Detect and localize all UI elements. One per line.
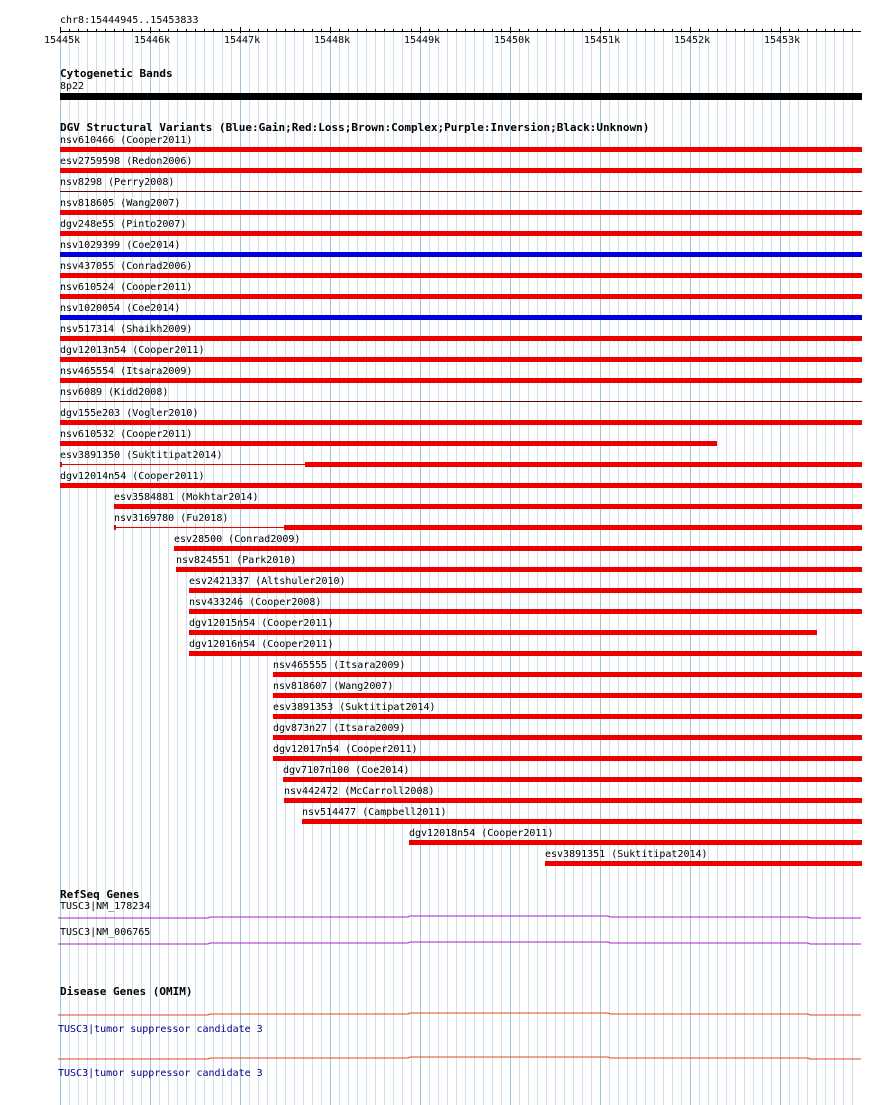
variant-bar[interactable] xyxy=(275,714,862,719)
ruler-tick-label: 15451k xyxy=(584,35,621,46)
variant-bar[interactable] xyxy=(545,861,862,866)
variant-bar[interactable] xyxy=(273,672,862,677)
ruler-tick xyxy=(393,29,394,32)
variant-label[interactable]: esv3891351 (Suktitipat2014) xyxy=(545,849,708,860)
ruler-tick xyxy=(312,29,313,32)
refseq-gene-model[interactable] xyxy=(58,915,862,921)
variant-label[interactable]: esv28500 (Conrad2009) xyxy=(174,534,301,545)
variant-bar[interactable] xyxy=(60,294,862,299)
variant-label[interactable]: nsv442472 (McCarroll2008) xyxy=(284,786,435,797)
variant-bar[interactable] xyxy=(60,401,862,402)
variant-bar-start[interactable] xyxy=(114,525,116,530)
refseq-gene-model[interactable] xyxy=(58,941,862,947)
ruler-tick xyxy=(411,29,412,32)
ruler-axis xyxy=(60,31,861,32)
ruler-tick xyxy=(231,29,232,32)
ruler-tick xyxy=(645,29,646,32)
variant-label[interactable]: nsv818605 (Wang2007) xyxy=(60,198,181,209)
variant-bar[interactable] xyxy=(409,840,862,845)
variant-label[interactable]: nsv3169780 (Fu2018) xyxy=(114,513,229,524)
ruler-tick xyxy=(843,29,844,32)
ruler-tick xyxy=(258,29,259,32)
ruler-tick xyxy=(267,29,268,32)
ruler-tick xyxy=(366,29,367,32)
variant-bar[interactable] xyxy=(273,735,862,740)
ruler-tick xyxy=(852,29,853,32)
ruler-tick xyxy=(600,27,601,33)
variant-label[interactable]: nsv6089 (Kidd2008) xyxy=(60,387,169,398)
ruler-tick xyxy=(276,29,277,32)
variant-bar[interactable] xyxy=(60,231,862,236)
ruler-tick xyxy=(546,29,547,32)
variant-bar[interactable] xyxy=(60,357,862,362)
variant-label[interactable]: nsv610466 (Cooper2011) xyxy=(60,135,193,146)
ruler-tick-label: 15453k xyxy=(764,35,801,46)
variant-label[interactable]: nsv824551 (Park2010) xyxy=(176,555,297,566)
variant-label[interactable]: dgv248e55 (Pinto2007) xyxy=(60,219,187,230)
variant-label[interactable]: dgv12014n54 (Cooper2011) xyxy=(60,471,205,482)
ruler-tick xyxy=(114,29,115,32)
ruler-tick xyxy=(771,29,772,32)
variant-label[interactable]: esv3584881 (Mokhtar2014) xyxy=(114,492,259,503)
cytoband-label: 8p22 xyxy=(60,81,85,92)
ruler-tick xyxy=(627,29,628,32)
variant-bar[interactable] xyxy=(284,525,862,530)
ruler-tick xyxy=(654,29,655,32)
variant-bar[interactable] xyxy=(305,462,862,467)
variant-bar[interactable] xyxy=(176,567,862,572)
ruler-tick xyxy=(222,29,223,32)
variant-label[interactable]: nsv8298 (Perry2008) xyxy=(60,177,175,188)
ruler-tick xyxy=(510,27,511,33)
ruler-tick xyxy=(501,29,502,32)
ruler-tick xyxy=(141,29,142,32)
ruler-tick xyxy=(168,29,169,32)
variant-label[interactable]: esv3891353 (Suktitipat2014) xyxy=(273,702,436,713)
ruler-tick xyxy=(699,29,700,32)
ruler-tick xyxy=(789,29,790,32)
ruler-tick xyxy=(672,29,673,32)
ruler-tick xyxy=(96,29,97,32)
variant-bar[interactable] xyxy=(189,630,817,635)
ruler-tick-label: 15449k xyxy=(404,35,441,46)
ruler-tick xyxy=(339,29,340,32)
ruler-tick xyxy=(123,29,124,32)
ruler-tick xyxy=(528,29,529,32)
ruler-tick-label: 15448k xyxy=(314,35,351,46)
ruler-tick xyxy=(159,29,160,32)
variant-bar-start[interactable] xyxy=(60,462,62,467)
ruler-tick-label: 15445k xyxy=(44,35,81,46)
variant-bar[interactable] xyxy=(60,483,862,488)
refseq-gene-label[interactable]: TUSC3|NM_006765 xyxy=(60,927,151,938)
variant-label[interactable]: nsv465554 (Itsara2009) xyxy=(60,366,193,377)
dgv-track-title: DGV Structural Variants (Blue:Gain;Red:Loss;Brown:Complex;Purple:Inversion;Black:Unknown) xyxy=(60,121,650,134)
ruler-tick xyxy=(483,29,484,32)
ruler-tick xyxy=(78,29,79,32)
ruler-tick xyxy=(474,29,475,32)
ruler-tick xyxy=(429,29,430,32)
ruler-tick xyxy=(609,29,610,32)
variant-bar[interactable] xyxy=(60,210,862,215)
ruler-tick xyxy=(744,29,745,32)
variant-bar[interactable] xyxy=(60,336,862,341)
variant-bar[interactable] xyxy=(60,168,862,173)
ruler-tick xyxy=(330,27,331,33)
ruler-tick xyxy=(573,29,574,32)
variant-bar[interactable] xyxy=(189,588,862,593)
ruler-tick xyxy=(249,29,250,32)
ruler-tick xyxy=(375,29,376,32)
omim-gene-model[interactable] xyxy=(58,1056,862,1062)
ruler-tick xyxy=(762,29,763,32)
variant-bar[interactable] xyxy=(273,756,862,761)
ruler-tick xyxy=(240,27,241,33)
ruler-tick xyxy=(60,27,61,33)
ruler-tick xyxy=(132,29,133,32)
ruler-tick xyxy=(420,27,421,33)
ruler-tick xyxy=(285,29,286,32)
ruler-tick xyxy=(582,29,583,32)
variant-label[interactable]: esv3891350 (Suktitipat2014) xyxy=(60,450,223,461)
omim-gene-label[interactable]: TUSC3|tumor suppressor candidate 3 xyxy=(58,1024,263,1035)
ruler-tick xyxy=(294,29,295,32)
refseq-track-title: RefSeq Genes xyxy=(60,888,140,901)
ruler-tick xyxy=(213,29,214,32)
ruler-tick xyxy=(663,29,664,32)
variant-bar[interactable] xyxy=(60,420,862,425)
ruler-tick xyxy=(384,29,385,32)
ruler-tick-label: 15450k xyxy=(494,35,531,46)
cytoband-track-title: Cytogenetic Bands xyxy=(60,67,173,80)
variant-label[interactable]: dgv7107n100 (Coe2014) xyxy=(283,765,410,776)
variant-bar[interactable] xyxy=(60,273,862,278)
variant-bar[interactable] xyxy=(60,191,862,192)
region-label: chr8:15444945..15453833 xyxy=(60,15,199,26)
ruler-tick-label: 15447k xyxy=(224,35,261,46)
variant-bar-connector[interactable] xyxy=(114,527,284,528)
ruler-tick xyxy=(186,29,187,32)
variant-bar[interactable] xyxy=(60,441,717,446)
ruler-tick xyxy=(357,29,358,32)
variant-label[interactable]: esv2759598 (Redon2006) xyxy=(60,156,193,167)
ruler-tick xyxy=(807,29,808,32)
ruler-tick xyxy=(69,29,70,32)
ruler-tick xyxy=(150,27,151,33)
variant-label[interactable]: nsv818607 (Wang2007) xyxy=(273,681,394,692)
ruler-tick xyxy=(681,29,682,32)
variant-label[interactable]: esv2421337 (Altshuler2010) xyxy=(189,576,346,587)
omim-track-title: Disease Genes (OMIM) xyxy=(60,985,193,998)
ruler-tick xyxy=(591,29,592,32)
ruler-tick xyxy=(636,29,637,32)
ruler-tick xyxy=(204,29,205,32)
ruler-tick xyxy=(618,29,619,32)
ruler-tick xyxy=(348,29,349,32)
variant-label[interactable]: nsv514477 (Campbell2011) xyxy=(302,807,447,818)
variant-bar[interactable] xyxy=(284,798,862,803)
ruler-tick xyxy=(195,29,196,32)
variant-bar[interactable] xyxy=(273,693,862,698)
ruler-tick xyxy=(519,29,520,32)
variant-label[interactable]: dgv12015n54 (Cooper2011) xyxy=(189,618,334,629)
ruler-tick xyxy=(402,29,403,32)
variant-label[interactable]: dgv873n27 (Itsara2009) xyxy=(273,723,406,734)
variant-label[interactable]: dgv12013n54 (Cooper2011) xyxy=(60,345,205,356)
ruler-tick xyxy=(690,27,691,33)
variant-label[interactable]: dgv155e203 (Vogler2010) xyxy=(60,408,199,419)
ruler-tick xyxy=(438,29,439,32)
variant-label[interactable]: nsv465555 (Itsara2009) xyxy=(273,660,406,671)
ruler-tick-label: 15452k xyxy=(674,35,711,46)
variant-label[interactable]: dgv12018n54 (Cooper2011) xyxy=(409,828,554,839)
ruler-tick xyxy=(735,29,736,32)
ruler-tick xyxy=(555,29,556,32)
variant-label[interactable]: nsv517314 (Shaikh2009) xyxy=(60,324,193,335)
ruler-tick xyxy=(87,29,88,32)
ruler-tick xyxy=(708,29,709,32)
variant-label[interactable]: nsv433246 (Cooper2008) xyxy=(189,597,322,608)
cytoband-bar[interactable] xyxy=(60,93,862,100)
variant-bar[interactable] xyxy=(189,651,862,656)
refseq-gene-label[interactable]: TUSC3|NM_178234 xyxy=(60,901,151,912)
ruler-tick xyxy=(717,29,718,32)
variant-bar[interactable] xyxy=(114,504,862,509)
variant-bar-connector[interactable] xyxy=(60,464,305,465)
ruler-tick xyxy=(105,29,106,32)
variant-bar[interactable] xyxy=(302,819,862,824)
variant-bar[interactable] xyxy=(60,315,862,320)
ruler-tick xyxy=(834,29,835,32)
variant-bar[interactable] xyxy=(60,378,862,383)
ruler-tick-label: 15446k xyxy=(134,35,171,46)
ruler-tick xyxy=(798,29,799,32)
variant-label[interactable]: nsv437055 (Conrad2006) xyxy=(60,261,193,272)
ruler-tick xyxy=(753,29,754,32)
ruler-tick xyxy=(564,29,565,32)
ruler-tick xyxy=(303,29,304,32)
ruler-tick xyxy=(447,29,448,32)
ruler-tick xyxy=(726,29,727,32)
variant-bar[interactable] xyxy=(174,546,862,551)
ruler-tick xyxy=(456,29,457,32)
variant-label[interactable]: nsv610532 (Cooper2011) xyxy=(60,429,193,440)
variant-label[interactable]: dgv12017n54 (Cooper2011) xyxy=(273,744,418,755)
variant-label[interactable]: nsv1020054 (Coe2014) xyxy=(60,303,181,314)
omim-gene-model[interactable] xyxy=(58,1012,862,1018)
variant-bar[interactable] xyxy=(60,147,862,152)
omim-gene-label[interactable]: TUSC3|tumor suppressor candidate 3 xyxy=(58,1068,263,1079)
ruler-tick xyxy=(492,29,493,32)
variant-label[interactable]: nsv610524 (Cooper2011) xyxy=(60,282,193,293)
ruler-tick xyxy=(177,29,178,32)
variant-bar[interactable] xyxy=(60,252,862,257)
ruler-tick xyxy=(780,27,781,33)
ruler-tick xyxy=(537,29,538,32)
ruler-tick xyxy=(816,29,817,32)
variant-label[interactable]: nsv1029399 (Coe2014) xyxy=(60,240,181,251)
ruler-tick xyxy=(321,29,322,32)
ruler-tick xyxy=(825,29,826,32)
variant-bar[interactable] xyxy=(283,777,862,782)
ruler-tick xyxy=(465,29,466,32)
variant-bar[interactable] xyxy=(189,609,862,614)
variant-label[interactable]: dgv12016n54 (Cooper2011) xyxy=(189,639,334,650)
